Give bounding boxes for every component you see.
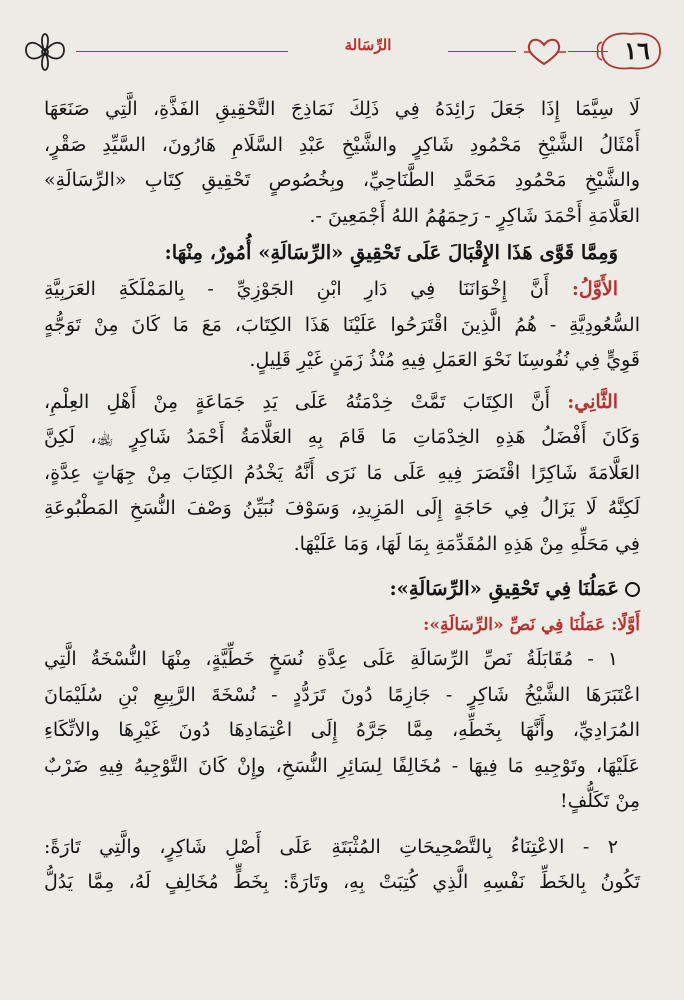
second-reason-line-4: لَكِنَّهُ لَا يَزَالُ فِي حَاجَةٍ إِلَى المَزِيدِ، وَسَوْفَ نُبَيِّنُ وَصْفَ النُّسَخِ المَطْبُوعَةِ xyxy=(44,497,640,519)
circle-bullet-icon xyxy=(625,582,640,597)
intro-line-2: أَمْثَالُ الشَّيْخِ مَحْمُودِ شَاكِرٍ والشَّيْخِ عَبْدِ السَّلَامِ هَارُونَ، السَّيِّدِ صَقْرٍ، xyxy=(44,133,640,156)
running-title: الرِّسَالة xyxy=(288,36,448,54)
item-2-text-1: الاعْتِنَاءُ بِالتَّصْحِيحَاتِ المُثْبَتَةِ عَلَى أَصْلِ شَاكِرٍ، والَّتِي تَارَةً: xyxy=(44,835,565,858)
floral-knot-ornament-icon xyxy=(20,32,70,72)
first-reason-line-3: قَوِيٍّ فِي نُفُوسِنَا نَحْوَ العَمَلِ فِيهِ مُنْذُ زَمَنٍ غَيْرِ قَلِيلٍ. xyxy=(249,349,640,371)
page-body xyxy=(44,92,640,901)
heart-scroll-ornament-icon xyxy=(522,34,566,70)
first-reason-line-1 xyxy=(44,272,640,308)
second-reason-line-1 xyxy=(44,385,640,421)
first-reason-text-1: أَنَّ إِخْوَانَنَا فِي دَارِ ابْنِ الجَوْزِيِّ - بِالمَمْلَكَةِ العَرَبِيَّةِ xyxy=(44,278,550,300)
second-reason-line-5: فِي مَحَلِّهِ مِنْ هَذِهِ المُقَدِّمَةِ بِمَا لَهَا، وَمَا عَلَيْهَا. xyxy=(293,532,640,555)
second-reason-label: الثَّانِي: xyxy=(567,390,618,413)
item-1-line-4: عَلَيْهَا، وتَوْجِيهِ مَا فِيهَا - مُخَالِفًا لِسَائِرِ النُّسَخِ، وإِنْ كَانَ التَّوْجِيهُ فِيهِ ضَرْبٌ xyxy=(44,754,640,777)
item-2-number: ٢ - xyxy=(582,835,618,858)
item-1-text-1: مُقَابَلَةُ نَصِّ الرِّسَالَةِ عَلَى عِدَّةِ نُسَخٍ خَطِّيَّةٍ، مِنْهَا النُّسْخَةُ الَّتِي xyxy=(44,648,574,670)
first-reason-label: الأَوَّلُ: xyxy=(571,278,618,300)
second-reason-line-3: العَلَّامَةَ شَاكِرًا اقْتَصَرَ فِيهِ عَلَى مَا نَرَى أَنَّهُ يَخْدُمُ الكِتَابَ مِنْ جِهَاتٍ عِدَّةٍ، xyxy=(44,461,640,484)
item-2-line-1 xyxy=(44,830,640,866)
item-1-line-2: اعْتَبَرَهَا الشَّيْخُ شَاكِرٍ - جَازِمًا دُونَ تَرَدُّدٍ - نُسْخَةَ الرَّبِيعِ بْنِ سُلَيْمَانَ xyxy=(44,683,640,706)
second-reason-text-1: أَنَّ الكِتَابَ تَمَّتْ خِدْمَتُهُ عَلَى يَدِ جَمَاعَةٍ مِنْ أَهْلِ العِلْمِ، xyxy=(44,390,551,413)
item-2-line-2: تَكُونُ بِالخَطِّ نَفْسِهِ الَّذِي كُتِبَتْ بِهِ، وتَارَةً: بِخَطٍّ مُخَالِفٍ لَهُ، مِمَّا يَدُلُّ xyxy=(44,871,640,893)
second-reason-line-2: وَكَانَ أَفْضَلُ هَذِهِ الخِدْمَاتِ مَا قَامَ بِهِ العَلَّامَةُ أَحْمَدُ شَاكِرٍ ﵀، لَكِنَّ xyxy=(44,426,640,448)
item-1-line-1 xyxy=(44,642,640,678)
page-header xyxy=(18,30,666,74)
page-number: ١٦ xyxy=(624,36,650,65)
item-1-line-3: المُرَادِيِّ، وأَنَّهَا بِخَطِّهِ، مِمَّا جَرَّهُ إِلَى اعْتِمَادِهَا دُونَ غَيْرِهَا والاتِّكَاءِ xyxy=(44,719,640,741)
work-heading-text: عَمَلُنَا فِي تَحْقِيقِ «الرِّسَالَةِ»: xyxy=(389,577,619,600)
first-reason-line-2: السُّعُودِيَّةِ - هُمُ الَّذِينَ اقْتَرَحُوا عَلَيْنَا هَذَا الكِتَابَ، مَعَ مَا كَانَ مِنْ تَوَجُّهٍ xyxy=(44,313,640,336)
intro-line-4: العَلَّامَةِ أَحْمَدَ شَاكِرٍ - رَحِمَهُمُ اللهُ أَجْمَعِينَ -. xyxy=(309,204,640,227)
header-rule-right xyxy=(568,51,608,52)
intro-line-3: والشَّيْخِ مَحْمُودِ مَحَمَّدِ الطَّنَاحِيِّ، وبِخُصُوصٍ تَحْقِيقِ كِتَابِ «الرِّسَالَةِ» xyxy=(44,169,640,191)
item-1-line-5: مِنْ تَكَلُّفٍ! xyxy=(559,790,640,812)
work-subheading: أَوَّلًا: عَمَلُنَا فِي نَصِّ «الرِّسَالَةِ»: xyxy=(423,615,640,635)
item-1-number: ١ - xyxy=(587,648,618,670)
reasons-heading: وَمِمَّا قَوَّى هَذَا الإِقْبَالَ عَلَى تَحْقِيقِ «الرِّسَالَةِ» أُمُورٌ، مِنْهَا: xyxy=(164,241,618,264)
intro-line-1: لَا سِيَّمَا إِذَا جَعَلَ رَائِدَهُ فِي ذَلِكَ نَمَاذِجَ التَّحْقِيقِ الفَذَّةِ، الَّتِي صَنَعَهَا xyxy=(44,98,640,120)
work-heading xyxy=(44,570,640,608)
